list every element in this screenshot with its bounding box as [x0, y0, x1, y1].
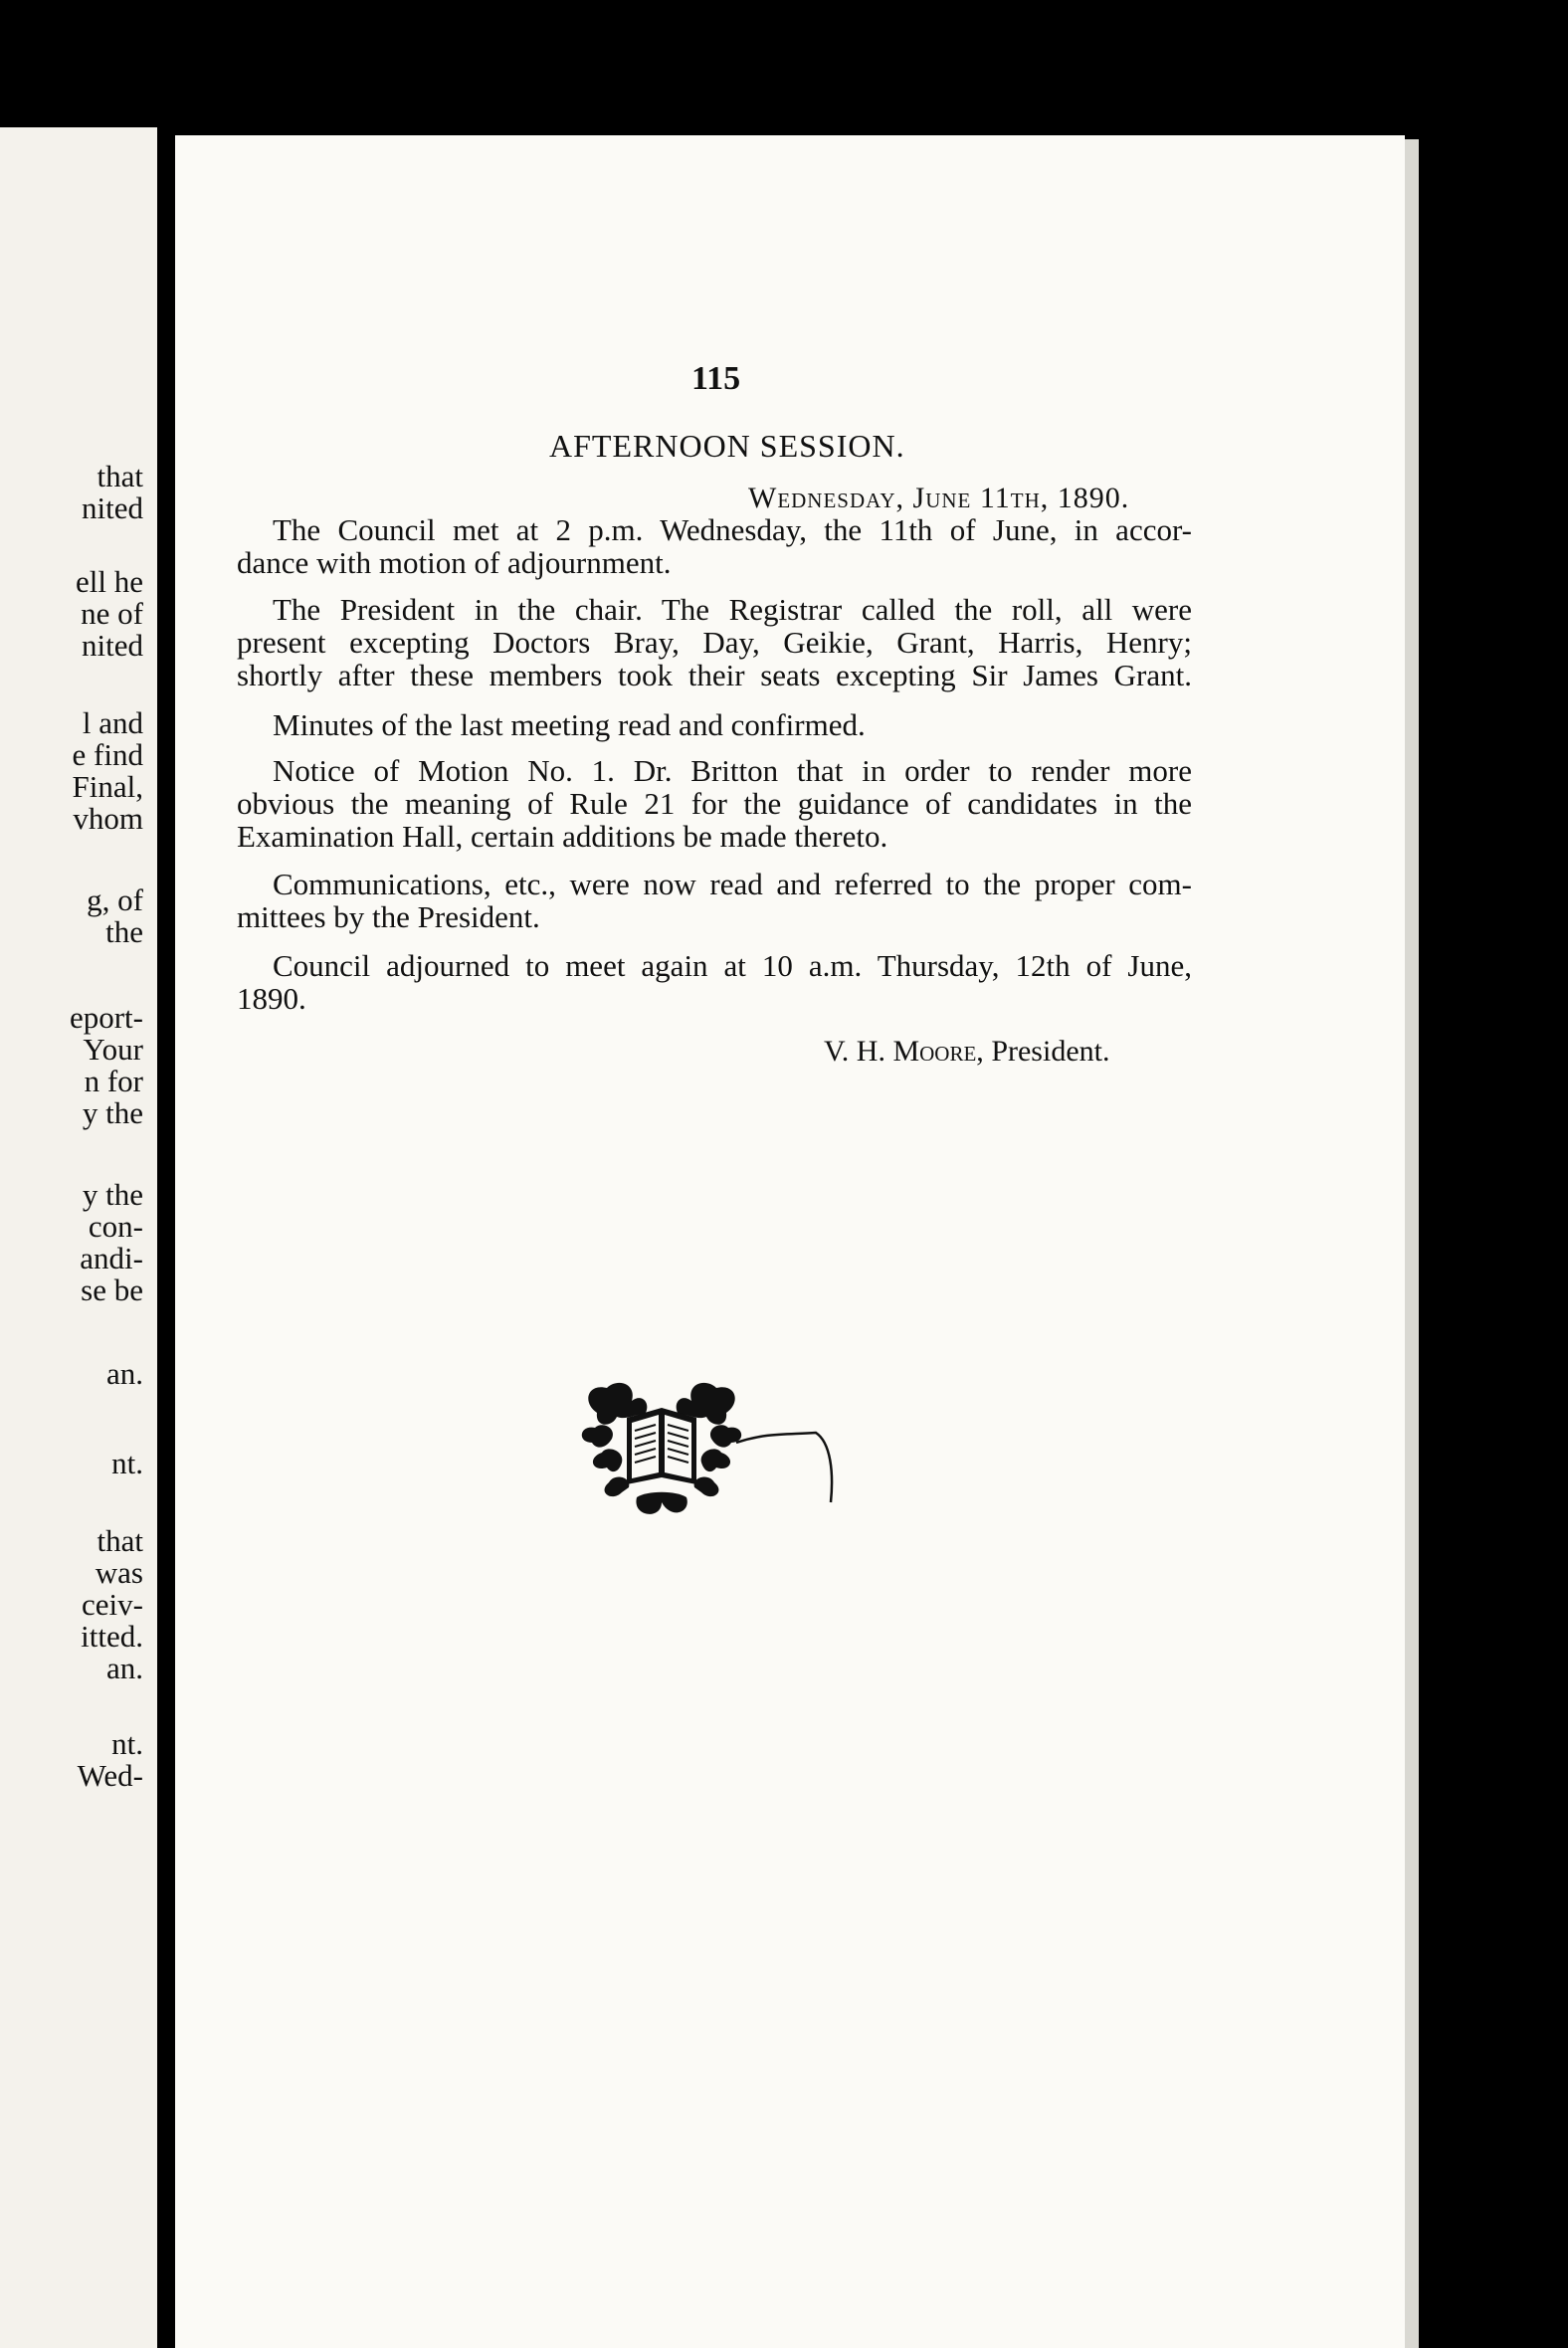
signature-title: President.: [991, 1035, 1110, 1068]
left-page-text: Wed-: [77, 1758, 143, 1793]
left-page-text: n for: [84, 1064, 143, 1098]
paragraph-council-met: [237, 513, 1192, 579]
paragraph-notice-of-motion: [237, 754, 1192, 853]
paragraph-adjournment: [237, 949, 1192, 1015]
left-page-text: nited: [82, 628, 143, 663]
left-page-text: ell he: [76, 564, 143, 599]
left-page-text: y the: [82, 1177, 143, 1212]
left-page-text: Final,: [72, 769, 143, 804]
paragraph-line: obvious the meaning of Rule 21 for the guidance of candidates in the: [237, 786, 1192, 821]
left-page-text: that: [97, 459, 143, 493]
left-page-text: l and: [82, 705, 143, 740]
left-page-text: that: [97, 1523, 143, 1558]
paragraph-communications: [237, 868, 1192, 933]
paragraph-line: 1890.: [237, 981, 306, 1016]
paragraph-line: Minutes of the last meeting read and confirmed.: [273, 707, 866, 742]
left-page-text: nt.: [111, 1446, 143, 1480]
left-page-text: the: [105, 914, 143, 949]
session-title: AFTERNOON SESSION.: [549, 428, 905, 464]
left-page-text: andi-: [80, 1241, 143, 1275]
left-page-text: Your: [83, 1032, 143, 1067]
left-page-text: nt.: [111, 1726, 143, 1761]
page-gutter: [157, 127, 175, 2348]
paragraph-line: Examination Hall, certain additions be made thereto.: [237, 819, 888, 854]
left-page-text: nited: [82, 490, 143, 525]
left-page-text: was: [95, 1555, 143, 1590]
paragraph-line: The President in the chair. The Registrar called the roll, all were: [273, 592, 1192, 627]
left-page-text: an.: [105, 1356, 143, 1391]
left-page-text: ceiv-: [82, 1587, 143, 1622]
paragraph-roll-call: [237, 593, 1192, 691]
signature-name: V. H. Moore,: [824, 1035, 984, 1068]
left-page-text: e find: [72, 737, 143, 772]
left-page-text: vhom: [73, 801, 143, 836]
page-edge: [1405, 139, 1419, 2348]
left-page-text: g, of: [87, 882, 143, 917]
left-page-text: con-: [88, 1209, 143, 1244]
paragraph-line: mittees by the President.: [237, 899, 540, 934]
session-date: Wednesday, June 11th, 1890.: [748, 482, 1130, 514]
paragraph-line: present excepting Doctors Bray, Day, Geikie, Grant, Harris, Henry;: [237, 625, 1192, 660]
paragraph-line: The Council met at 2 p.m. Wednesday, the 11th of June, in accor-: [273, 512, 1192, 547]
paragraph-line: shortly after these members took their seats excepting Sir James Grant.: [237, 658, 1192, 692]
paragraph-line: Notice of Motion No. 1. Dr. Britton that in order to render more: [273, 753, 1192, 788]
paragraph-line: Council adjourned to meet again at 10 a.m. Thursday, 12th of June,: [273, 948, 1192, 983]
paragraph-line: dance with motion of adjournment.: [237, 545, 672, 580]
signature: [824, 1035, 1109, 1069]
paragraph-line: Communications, etc., were now read and referred to the proper com-: [273, 867, 1192, 901]
left-page-fragment: [0, 127, 157, 2348]
left-page-text: eport-: [69, 1000, 143, 1035]
left-page-text: y the: [82, 1095, 143, 1130]
left-page-text: se be: [81, 1272, 143, 1307]
left-page-text: ne of: [81, 596, 143, 631]
left-page-text: an.: [105, 1651, 143, 1685]
open-book-ornament-icon: [577, 1373, 836, 1522]
left-page-text: itted.: [81, 1619, 143, 1654]
page-number: 115: [691, 360, 741, 397]
right-page: [175, 135, 1405, 2348]
paragraph-minutes: [237, 708, 1192, 741]
